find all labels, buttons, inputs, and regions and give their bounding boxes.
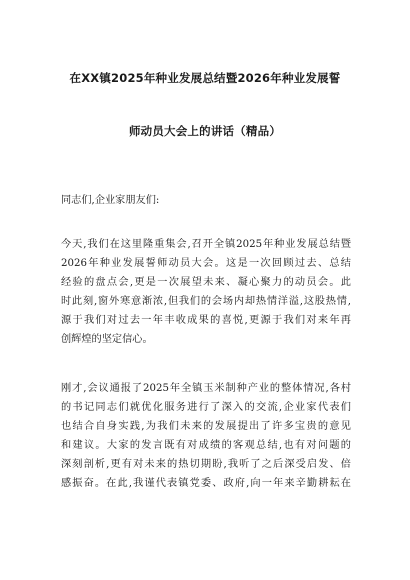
greeting: 同志们,企业家朋友们: — [61, 195, 160, 206]
document-title-line-1: 在XX镇2025年种业发展总结暨2026年种业发展誓 — [69, 71, 341, 85]
paragraph-1-line-4: 时此刻,窗外寒意渐浓,但我们的会场内却热情洋溢,这股热情, — [61, 296, 351, 307]
paragraph-1-line-3: 经验的盘点会,更是一次展望未来、凝心聚力的动员会。此 — [61, 277, 351, 288]
paragraph-2-line-4: 和建议。大家的发言既有对成绩的客观总结,也有对问题的 — [61, 440, 351, 451]
paragraph-2-line-1: 刚才,会议通报了2025年全镇玉米制种产业的整体情况,各村 — [61, 383, 351, 394]
paragraph-1-line-2: 2026年种业发展誓师动员大会。这是一次回顾过去、总结 — [61, 258, 351, 269]
paragraph-2-line-2: 的书记同志们就优化服务进行了深入的交流,企业家代表们 — [61, 402, 351, 413]
paragraph-2-line-5: 深刻剖析,更有对未来的热切期盼,我听了之后深受启发、倍 — [61, 459, 351, 470]
document-title-line-2: 师动员大会上的讲话（精品） — [128, 124, 282, 138]
paragraph-1-line-6: 创辉煌的坚定信心。 — [61, 334, 153, 345]
paragraph-2-line-6: 感振奋。在此,我谨代表镇党委、政府,向一年来辛勤耕耘在 — [61, 478, 351, 489]
paragraph-1-line-5: 源于我们对过去一年丰收成果的喜悦,更源于我们对来年再 — [61, 315, 351, 326]
paragraph-2-line-3: 也结合自身实践,为我们未来的发展提出了许多宝贵的意见 — [61, 421, 351, 432]
paragraph-1-line-1: 今天,我们在这里隆重集会,召开全镇2025年种业发展总结暨 — [61, 239, 351, 250]
